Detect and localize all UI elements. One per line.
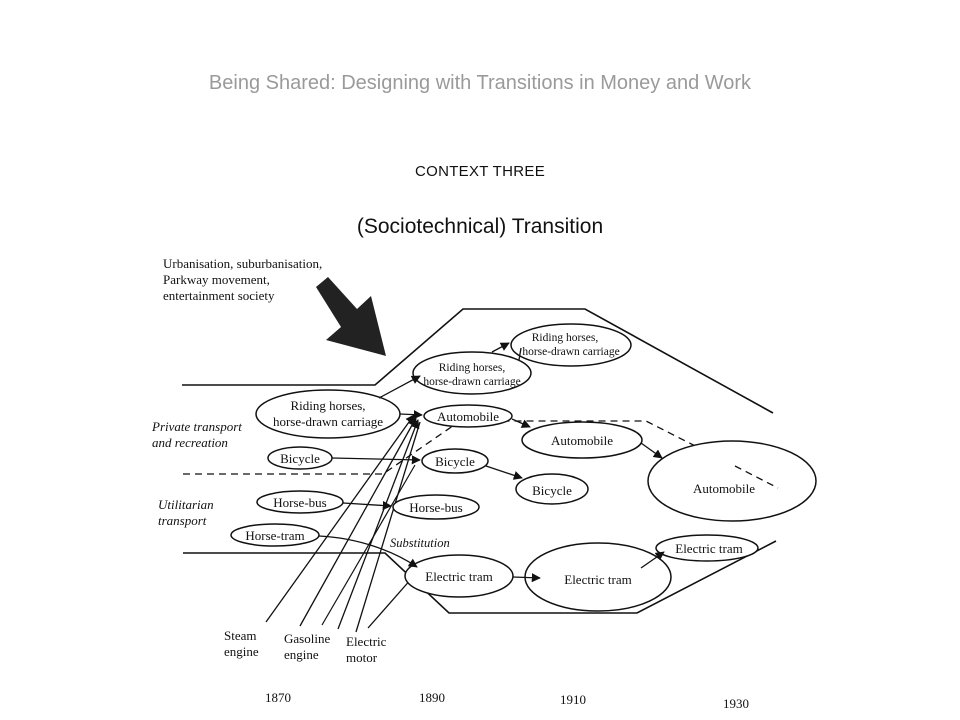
electric-motor-line-a	[338, 420, 418, 629]
landscape-note-line-2: Parkway movement,	[163, 272, 270, 287]
landscape-pressure-arrow	[316, 277, 386, 356]
node-bicycle-1870-label: Bicycle	[280, 451, 320, 466]
arrow-riding-1890-to-1900-b	[492, 343, 509, 352]
node-riding-horses-1900-line-1: Riding horses,	[531, 332, 599, 344]
node-riding-horses-1900	[511, 324, 631, 366]
electric-motor-line-c	[368, 578, 412, 628]
tech-gasoline-line-1: Gasoline	[284, 631, 331, 646]
year-1910: 1910	[560, 692, 586, 707]
node-automobile-1890-label: Automobile	[436, 409, 500, 424]
tech-gasoline-line-2: engine	[284, 647, 319, 662]
node-bicycle-1910-label: Bicycle	[532, 483, 572, 498]
node-horse-tram-1870-label: Horse-tram	[245, 528, 305, 543]
landscape-note-line-3: entertainment society	[163, 288, 275, 303]
arrow-automobile-1910-to-1930	[641, 443, 662, 458]
node-bicycle-1890-label: Bicycle	[435, 454, 475, 469]
tech-steam-line-1: Steam	[224, 628, 257, 643]
arrow-bicycle-1890-to-1910	[486, 466, 522, 478]
tech-electric-line-1: Electric	[346, 634, 387, 649]
label-and-recreation: and recreation	[152, 435, 228, 450]
node-riding-horses-1870-line-1: Riding horses,	[290, 398, 366, 413]
node-riding-horses-1890-line-2: horse-drawn carriage	[423, 376, 521, 388]
year-1870: 1870	[265, 690, 291, 705]
node-electric-tram-1930-label: Electric tram	[675, 541, 743, 556]
node-riding-horses-1890-line-1: Riding horses,	[438, 362, 506, 374]
arrow-automobile-1890-to-1910	[512, 419, 530, 427]
slide-title: Being Shared: Designing with Transitions in Money and Work	[208, 72, 752, 94]
electric-motor-line-b	[356, 422, 420, 632]
node-riding-horses-1870-line-2: horse-drawn carriage	[272, 414, 384, 429]
label-substitution: Substitution	[390, 536, 450, 550]
node-horse-bus-1890-label: Horse-bus	[409, 500, 463, 515]
node-electric-tram-1910-label: Electric tram	[564, 572, 632, 587]
tech-steam-line-2: engine	[224, 644, 259, 659]
diagram-heading: (Sociotechnical) Transition	[356, 215, 604, 238]
node-electric-tram-1890-label: Electric tram	[425, 569, 493, 584]
year-1890: 1890	[419, 690, 445, 705]
node-riding-horses-1900-line-2: horse-drawn carriage	[522, 346, 620, 358]
label-transport: transport	[158, 513, 207, 528]
label-utilitarian: Utilitarian	[158, 497, 214, 512]
node-automobile-1930-label: Automobile	[692, 481, 756, 496]
node-automobile-1910-label: Automobile	[550, 433, 614, 448]
context-label: CONTEXT THREE	[414, 163, 546, 180]
arrow-riding-1870-to-automobile	[400, 414, 422, 415]
label-private-transport: Private transport	[152, 419, 242, 434]
node-horse-bus-1870-label: Horse-bus	[273, 495, 327, 510]
year-1930: 1930	[723, 696, 749, 711]
steam-engine-line	[266, 415, 414, 622]
landscape-note-line-1: Urbanisation, suburbanisation,	[163, 256, 323, 271]
arrow-riding-1870-to-1890	[379, 376, 420, 398]
tech-electric-line-2: motor	[346, 650, 378, 665]
